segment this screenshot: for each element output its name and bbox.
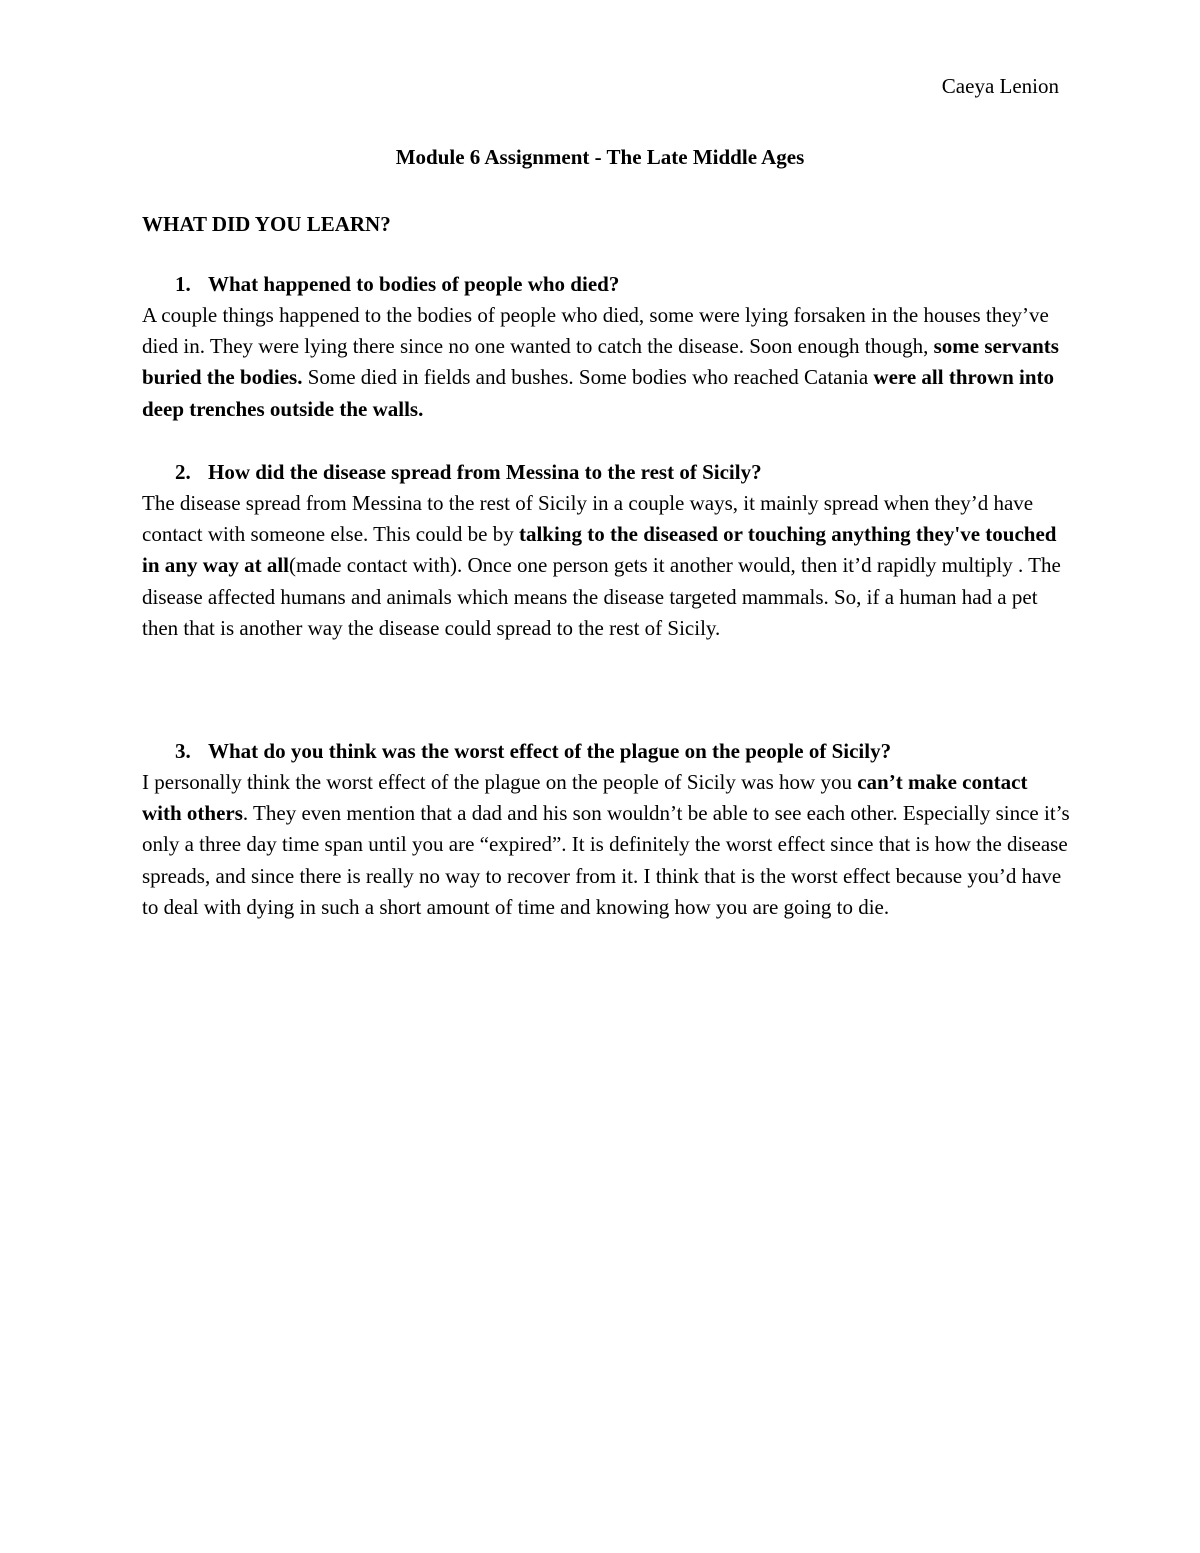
answer-text: A couple things happened to the bodies of people who died, some were lying forsaken in the houses they’ve died in. They were lying there since no one wanted to catch the disease. Soon enough though,: [142, 303, 1049, 359]
answer-text: I personally think the worst effect of the plague on the people of Sicily was how you: [142, 770, 858, 794]
question-block-1: [142, 269, 1072, 425]
answer-text: . They even mention that a dad and his son wouldn’t be able to see each other. Especially since it’s only a three day time span until you are “expired”. It is definitely the worst effect since that is how the disease spreads, and since there is really no way to recover from it. I think that is the worst effect because you’d have to deal with dying in such a short amount of time and knowing how you are going to die.: [142, 801, 1070, 919]
answer-text: (made contact with). Once one person gets it another would, then it’d rapidly multiply . The disease affected humans and animals which means the disease targeted mammals. So, if a human had a pet then that is another way the disease could spread to the rest of Sicily.: [142, 553, 1061, 640]
question-heading: [142, 457, 1072, 488]
question-block-3: [142, 736, 1072, 923]
question-number: 2.: [175, 460, 191, 484]
question-heading: [142, 736, 1072, 767]
answer-paragraph: [142, 767, 1072, 923]
author-name: Caeya Lenion: [941, 74, 1059, 98]
question-heading: [142, 269, 1072, 300]
answer-emphasis: some servants buried the bodies.: [142, 334, 1059, 390]
section-heading: WHAT DID YOU LEARN?: [142, 212, 391, 236]
answer-emphasis: can’t make contact with others: [142, 770, 1028, 826]
question-text: What happened to bodies of people who died?: [208, 272, 620, 296]
question-block-2: [142, 457, 1072, 644]
answer-emphasis: were all thrown into deep trenches outside the walls.: [142, 365, 1055, 421]
answer-text: Some died in fields and bushes. Some bodies who reached Catania: [302, 365, 874, 390]
question-text: What do you think was the worst effect of the plague on the people of Sicily?: [208, 739, 892, 763]
answer-paragraph: [142, 300, 1072, 425]
question-text: How did the disease spread from Messina to the rest of Sicily?: [208, 460, 762, 484]
answer-text: The disease spread from Messina to the rest of Sicily in a couple ways, it mainly spread when they’d have contact with someone else. This could be by: [142, 491, 1034, 547]
document-title: Module 6 Assignment - The Late Middle Ages: [395, 145, 805, 169]
answer-emphasis: talking to the diseased or touching anything they've touched in any way at all: [142, 522, 1057, 578]
question-number: 3.: [175, 739, 191, 763]
question-number: 1.: [175, 272, 191, 296]
answer-paragraph: [142, 488, 1072, 644]
